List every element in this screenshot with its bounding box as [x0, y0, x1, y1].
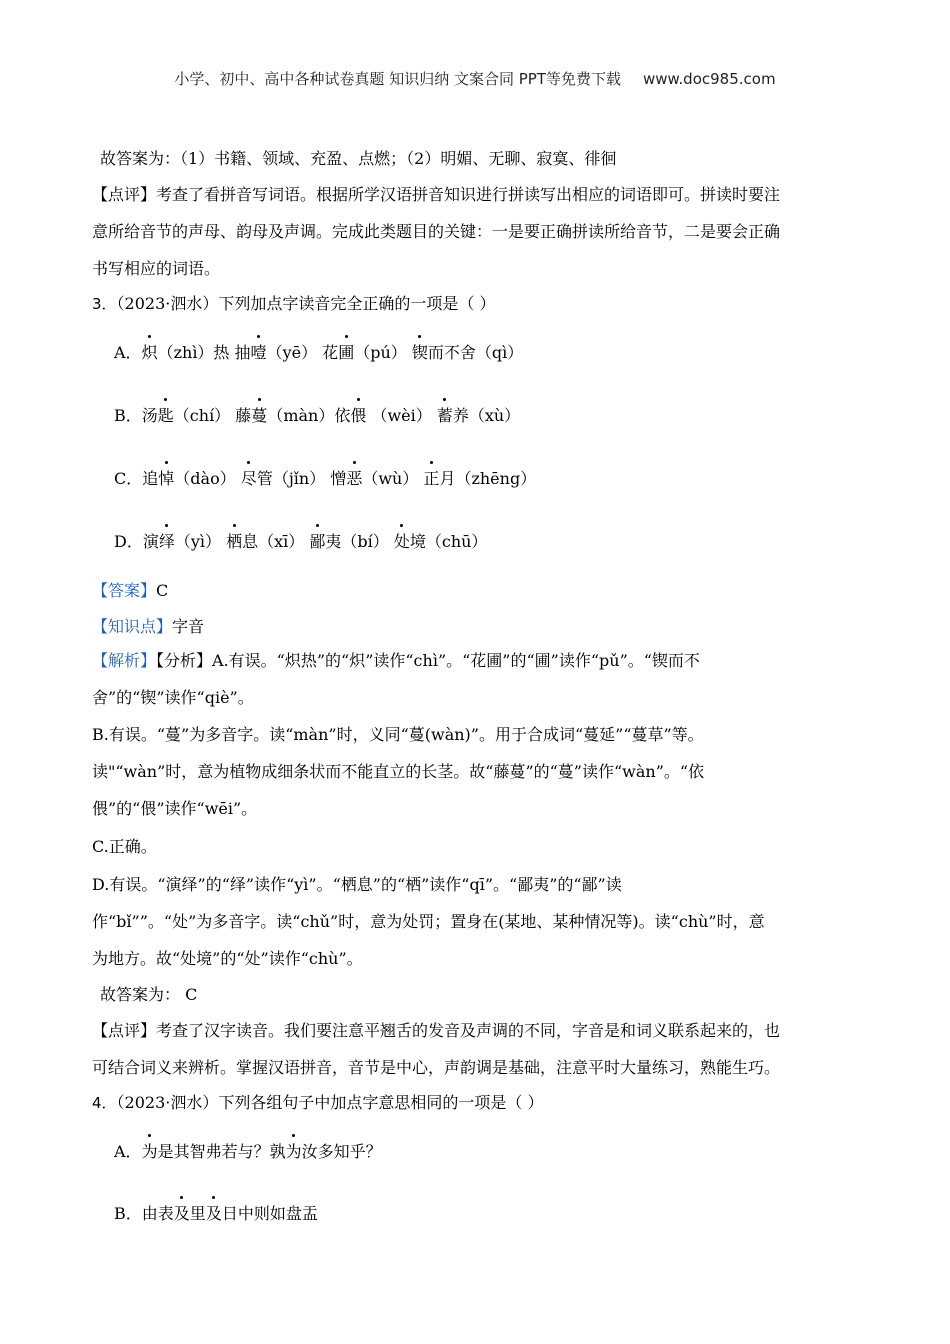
analysis-label: 【解析】 [92, 651, 157, 670]
analysis-line2: 舍”的“锲”读作“qiè”。 [92, 688, 254, 707]
dotted-char: 悼 [158, 466, 174, 489]
dotted-char: 栖 [226, 529, 242, 552]
dotted-char: 为 [286, 1139, 302, 1162]
q3-answer: 【答案】C [92, 581, 169, 600]
q3-comment-line2: 可结合词义来辨析。掌握汉语拼音，音节是中心，声韵调是基础，注意平时大量练习，熟能生巧。 [92, 1058, 781, 1077]
dotted-char: 及 [174, 1201, 190, 1224]
header-url[interactable]: www.doc985.com [642, 70, 776, 88]
dotted-char: 绎 [159, 529, 175, 552]
header-title: 小学、初中、高中各种试卷真题 知识归纳 文案合同 PPT等免费下载 [174, 70, 621, 88]
analysis-line9: 为地方。故“处境”的“处”读作“chù”。 [92, 949, 363, 968]
q3-knowledge: 【知识点】字音 [92, 617, 205, 636]
q3-final-answer: 故答案为： C [100, 985, 198, 1004]
analysis-line6: C.正确。 [92, 837, 157, 856]
question-number: 3． [92, 295, 117, 313]
q2-comment-line2: 意所给音节的声母、韵母及声调。完成此类题目的关键：一是要正确拼读所给音节，二是要会正确 [92, 222, 781, 241]
q3-option-c[interactable]: C．追悼（dào） 尽管（jǐn） 憎恶（wù） 正月（zhēng） [114, 466, 536, 489]
q3-analysis: 【解析】【分析】A.有误。“炽热”的“炽”读作“chì”。“花圃”的“圃”读作“pǔ”。“锲而不 [92, 651, 700, 670]
q2-comment: 【点评】考查了看拼音写词语。根据所学汉语拼音知识进行拼读写出相应的词语即可。拼读时要注 [92, 185, 781, 204]
q4-option-a[interactable]: A．为是其智弗若与？孰为汝多知乎？ [114, 1139, 382, 1162]
analysis-line7: D.有误。“演绎”的“绎”读作“yì”。“栖息”的“栖”读作“qī”。“鄙夷”的“鄙”读 [92, 875, 622, 894]
question-number: 4． [92, 1094, 117, 1112]
dotted-char: 偎 [350, 403, 366, 426]
q3-option-b[interactable]: B．汤匙（chí） 藤蔓（màn）依偎 （wèi） 蓄养（xù） [114, 403, 520, 426]
dotted-char: 蓄 [437, 403, 453, 426]
comment-label: 【点评】 [92, 185, 157, 204]
q3-option-a[interactable]: A．炽（zhì）热 抽噎（yē） 花圃（pú） 锲而不舍（qì） [114, 340, 523, 363]
analysis-line4: 读"“wàn”时，意为植物成细条状而不能直立的长茎。故“藤蔓”的“蔓”读作“wàn”。“依 [92, 762, 705, 781]
dotted-char: 处 [394, 529, 410, 552]
dotted-char: 恶 [346, 466, 362, 489]
dotted-char: 噎 [251, 340, 267, 363]
q4-stem: 4．（2023·泗水）下列各组句子中加点字意思相同的一项是（ ） [92, 1093, 544, 1112]
analysis-line5: 偎”的“偎”读作“wēi”。 [92, 799, 258, 818]
page-header [0, 68, 950, 89]
answer-label: 【答案】 [92, 581, 157, 600]
dotted-char: 圃 [338, 340, 354, 363]
q4-option-b[interactable]: B．由表及里及日中则如盘盂 [114, 1201, 318, 1224]
dotted-char: 尽 [241, 466, 257, 489]
q3-option-d[interactable]: D．演绎（yì） 栖息（xī） 鄙夷（bí） 处境（chū） [114, 529, 487, 552]
analysis-line8: 作“bǐ””。“处”为多音字。读“chǔ”时，意为处罚；置身在(某地、某种情况等)。读“chù”时，意 [92, 912, 765, 931]
dotted-char: 蔓 [251, 403, 267, 426]
dotted-char: 正 [423, 466, 439, 489]
dotted-char: 及 [206, 1201, 222, 1224]
dotted-char: 匙 [158, 403, 174, 426]
q2-comment-line3: 书写相应的词语。 [92, 259, 221, 278]
analysis-line3: B.有误。“蔓”为多音字。读“màn”时，义同“蔓(wàn)”。用于合成词“蔓延”“蔓草”等。 [92, 725, 704, 744]
q3-stem: 3．（2023·泗水）下列加点字读音完全正确的一项是（ ） [92, 294, 496, 313]
dotted-char: 鄙 [309, 529, 325, 552]
comment-label: 【点评】 [92, 1021, 157, 1040]
knowledge-label: 【知识点】 [92, 617, 173, 636]
dotted-char: 锲 [412, 340, 428, 363]
q2-answer-line: 故答案为：（1）书籍、领域、充盈、点燃；（2）明媚、无聊、寂寞、徘徊 [100, 149, 617, 168]
dotted-char: 炽 [142, 340, 158, 363]
dotted-char: 为 [142, 1139, 158, 1162]
q3-comment: 【点评】考查了汉字读音。我们要注意平翘舌的发音及声调的不同，字音是和词义联系起来的，也 [92, 1021, 781, 1040]
